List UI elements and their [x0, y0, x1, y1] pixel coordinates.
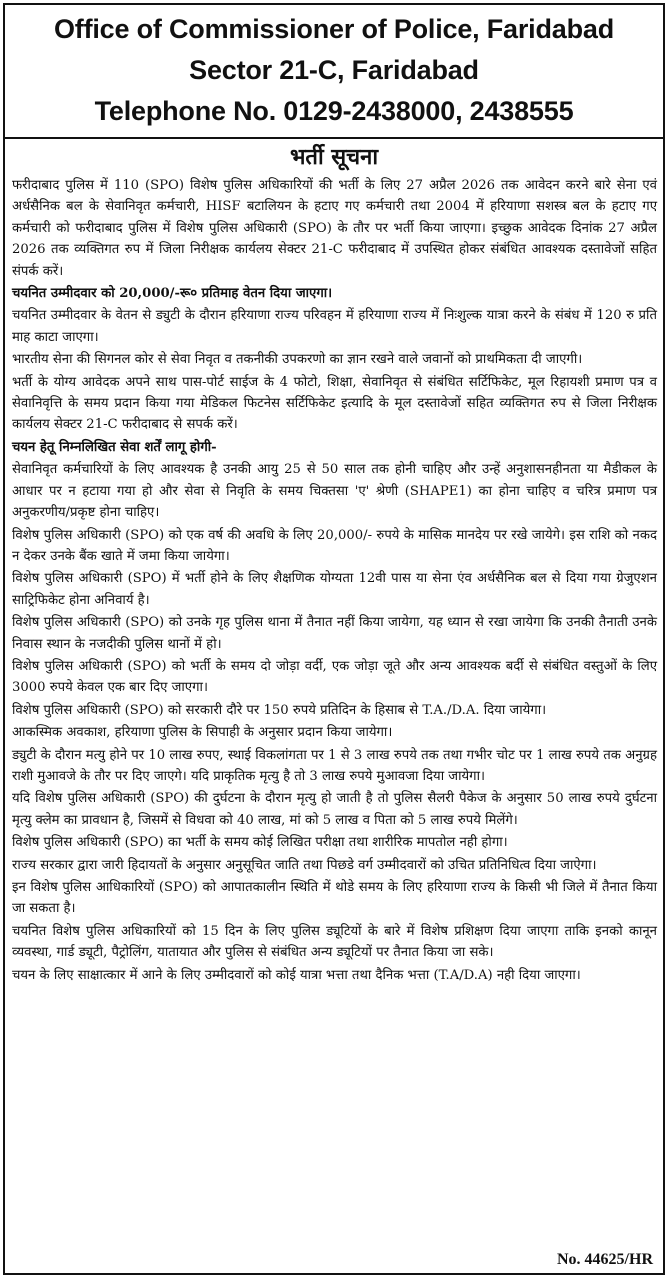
notice-paragraph: विशेष पुलिस अधिकारी (SPO) को एक वर्ष की अवधि के लिए 20,000/- रुपये के मासिक मानदेय पर रखे जायेगे। इस राशि को नकद न देकर उनके बैंक खाते में जमा किया जायेगा। [12, 527, 657, 564]
notice-paragraph: चयनित उम्मीदवार के वेतन से ड्युटी के दौरान हरियाणा राज्य परिवहन में हरियाणा राज्य में निःशुल्क यात्रा करने के संबंध में 120 रु प्रति माह काटा जाएगा। [12, 308, 657, 345]
notice-paragraph: चयनित उम्मीदवार को 20,000/-रू० प्रतिमाह वेतन दिया जाएगा। [12, 286, 333, 302]
notice-paragraph: विशेष पुलिस अधिकारी (SPO) में भर्ती होने के लिए शैक्षणिक योग्यता 12वी पास या सेना एंव अर्धसैनिक बल से दिया गया ग्रेजुएशन साट्रिफिकेट होना अनिवार्य है। [12, 571, 657, 608]
notice-paragraph: चयन हेतू निम्नलिखित सेवा शर्तें लागू होगी- [12, 439, 217, 455]
notice-paragraph: चयनित विशेष पुलिस अधिकारियों को 15 दिन के लिए पुलिस ड्यूटियों के बारे में विशेष प्रशिक्षण दिया जाएगा ताकि इनको कानून व्यवस्था, गार्ड ड्यूटी, पैट्रोलिंग, यातायात और पुलिस से संबंधित अन्य ड्यूटियों पर तैनात किया जा सके। [12, 923, 657, 961]
notice-paragraph: इन विशेष पुलिस आधिकारियों (SPO) को आपातकालीन स्थिति में थोडे समय के लिए हरियाणा राज्य के किसी भी जिले में तैनात किया जा सकता है। [12, 880, 657, 917]
notice-title: भर्ती सूचना [289, 144, 379, 170]
notice-paragraph: ड्युटी के दौरान मत्यु होने पर 10 लाख रुपए, स्थाई विकलांगता पर 1 से 3 लाख रुपये तक तथा गभीर चोट पर 1 लाख रुपये तक अनुग्रह राशी मुआवजे के तौर पर दिए जाएगे। यदि प्राकृतिक मृत्यु है तो 3 लाख रुपये मुआवजा दिया जायेगा। [12, 747, 657, 784]
notice-paragraph: फरीदाबाद पुलिस में 110 (SPO) विशेष पुलिस अधिकारियों की भर्ती के लिए 27 अप्रैल 2026 तक आवेदन करने बारे सेना एवं अर्धसैनिक बल के सेवानिवृत कर्मचारी, HISF बटालियन के हटाए गए कर्मचारी तथा 2004 में हरियाणा सशस्त्र बल के हटाए गए कर्मचारी को फरीदाबाद पुलिस में विशेष पुलिस अधिकारी (SPO) के तौर पर भर्ती किया जाएगा। इच्छुक आवेदक दिनांक 27 अप्रैल 2026 तक व्यक्तिगत रुप में जिला निरीक्षक कार्यलय सेक्टर 21-C फरीदाबाद में उपस्थित होकर संबंधित आवश्यक दस्तावेजों सहित संपर्क करें। [12, 178, 657, 279]
notice-paragraph: विशेष पुलिस अधिकारी (SPO) को भर्ती के समय दो जोड़ा वर्दी, एक जोड़ा जूते और अन्य आवश्यक बर्दी से संबंधित वस्तुओं के लिए 3000 रुपये केवल एक बार दिए जाएगा। [12, 658, 657, 696]
office-telephone: Telephone No. 0129-2438000, 2438555 [94, 96, 574, 126]
notice-body [5, 173, 663, 986]
recruitment-notice [3, 3, 665, 1275]
notice-paragraph: यदि विशेष पुलिस अधिकारी (SPO) की दुर्घटना के दौरान मृत्यु हो जाती है तो पुलिस सैलरी पैकेज के अनुसार 50 लाख रुपये दुर्घटना मृत्यु क्लेम का प्रावधान है, जिसमें से विधवा को 40 लाख, मां को 5 लाख व पिता को 5 लाख रुपये मिलेंगे। [12, 791, 657, 828]
notice-paragraph: चयन के लिए साक्षात्कार में आने के लिए उम्मीदवारों को कोई यात्रा भत्ता तथा दैनिक भत्ता (T.A/D.A) नही दिया जाएगा। [12, 967, 581, 983]
notice-paragraph: सेवानिवृत कर्मचारियों के लिए आवश्यक है उनकी आयु 25 से 50 साल तक होनी चाहिए और उन्हें अनुशासनहीनता या मैडीकल के आधार पर न हटाया गया हो और सेवा से निवृति के समय चिक्तसा 'ए' श्रेणी (SHAPE1) का होना चाहिए व चरित्र प्रमाण पत्र अनुकरणीय/प्रकृष्ट होना चाहिए। [12, 462, 657, 521]
notice-number: No. 44625/HR [557, 1251, 653, 1268]
notice-paragraph: राज्य सरकार द्वारा जारी हिदायतों के अनुसार अनुसूचित जाति तथा पिछडे वर्ग उम्मीदवारों को उचित प्रतिनिधित्व दिया जाऐगा। [12, 857, 597, 873]
office-address: Sector 21-C, Faridabad [189, 55, 479, 85]
notice-paragraph: विशेष पुलिस अधिकारी (SPO) को उनके गृह पुलिस थाना में तैनात नहीं किया जायेगा, यह ध्यान से रखा जायेगा कि उनकी तैनाती उनके निवास स्थान के नजदीकी पुलिस थानों में हो। [12, 615, 657, 652]
office-header [5, 5, 663, 139]
notice-paragraph: विशेष पुलिस अधिकारी (SPO) का भर्ती के समय कोई लिखित परीक्षा तथा शारीरिक मापतोल नही होगा। [12, 835, 508, 851]
notice-paragraph: आकस्मिक अवकाश, हरियाणा पुलिस के सिपाही के अनुसार प्रदान किया जायेगा। [12, 725, 393, 741]
notice-paragraph: विशेष पुलिस अधिकारी (SPO) को सरकारी दौरे पर 150 रुपये प्रतिदिन के हिसाब से T.A./D.A. दिया जायेगा। [12, 702, 547, 718]
office-name: Office of Commissioner of Police, Faridabad [53, 14, 614, 44]
notice-paragraph: भारतीय सेना की सिगनल कोर से सेवा निवृत व तकनीकी उपकरणो का ज्ञान रखने वाले जवानों को प्राथमिकता दी जाएगी। [12, 352, 583, 368]
notice-paragraph: भर्ती के योग्य आवेदक अपने साथ पास-पोर्ट साईज के 4 फोटो, शिक्षा, सेवानिवृत से संबंधित सर्टिफिकेट, मूल रिहायशी प्रमाण पत्र व सेवानिवृत्ति के समय प्रदान किया गया मेडिकल फिटनेस सर्टिफिकेट इत्यादि के मूल दस्तावेजों सहित व्यक्तिगत रुप से जिला निरीक्षक कार्यलय सेक्टर 21-C फरीदाबाद से सपर्क करें। [12, 374, 657, 433]
